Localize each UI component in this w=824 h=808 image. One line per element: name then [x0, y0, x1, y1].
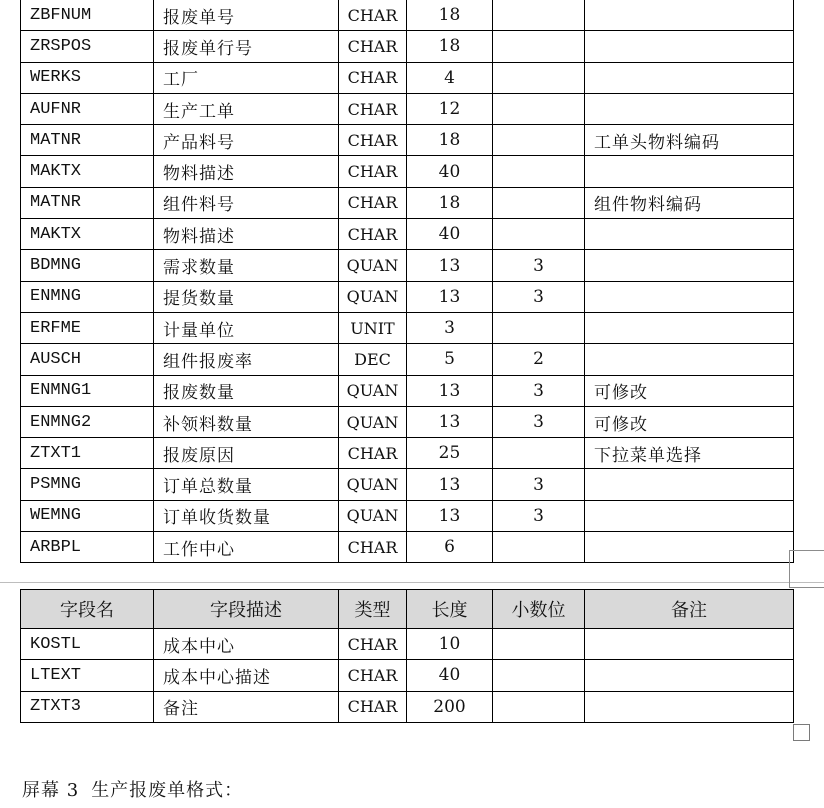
- cell-field-desc: 产品料号: [154, 125, 339, 156]
- cell-length: 12: [407, 93, 493, 124]
- cell-field-desc: 计量单位: [154, 312, 339, 343]
- cell-note: [585, 344, 794, 375]
- cell-length: 18: [407, 0, 493, 31]
- table-resize-handle[interactable]: [793, 724, 810, 741]
- cell-type: CHAR: [339, 125, 407, 156]
- header-type: 类型: [339, 590, 407, 629]
- cell-length: 25: [407, 438, 493, 469]
- caption-text: 生产报废单格式：: [91, 780, 244, 801]
- cell-type: QUAN: [339, 406, 407, 437]
- cell-length: 13: [407, 375, 493, 406]
- cell-type: UNIT: [339, 312, 407, 343]
- cell-decimals: 3: [493, 469, 585, 500]
- page-break-line: [0, 582, 824, 583]
- cell-type: CHAR: [339, 532, 407, 563]
- cell-length: 40: [407, 219, 493, 250]
- cell-field-desc: 物料描述: [154, 156, 339, 187]
- table-row: [21, 469, 794, 500]
- cell-note: [585, 62, 794, 93]
- cell-field-name: WERKS: [21, 62, 154, 93]
- cell-field-desc: 报废数量: [154, 375, 339, 406]
- cell-decimals: 3: [493, 406, 585, 437]
- cell-decimals: 3: [493, 500, 585, 531]
- table-row: [21, 250, 794, 281]
- cell-type: CHAR: [339, 62, 407, 93]
- cell-decimals: [493, 312, 585, 343]
- cell-type: DEC: [339, 344, 407, 375]
- cell-type: CHAR: [339, 93, 407, 124]
- cell-length: 40: [407, 156, 493, 187]
- cell-field-name: AUSCH: [21, 344, 154, 375]
- cell-length: 13: [407, 406, 493, 437]
- cell-length: 13: [407, 469, 493, 500]
- cell-decimals: [493, 93, 585, 124]
- cell-field-name: ERFME: [21, 312, 154, 343]
- cost-center-table-body: [21, 629, 794, 723]
- cell-field-desc: 物料描述: [154, 219, 339, 250]
- cell-length: 18: [407, 31, 493, 62]
- field-table-body: [21, 0, 794, 563]
- cell-field-name: ENMNG: [21, 281, 154, 312]
- cell-length: 10: [407, 629, 493, 660]
- cell-decimals: 3: [493, 281, 585, 312]
- cell-note: [585, 500, 794, 531]
- cell-length: 13: [407, 250, 493, 281]
- cell-type: CHAR: [339, 629, 407, 660]
- cell-type: QUAN: [339, 250, 407, 281]
- table-row: [21, 93, 794, 124]
- header-field-name: 字段名: [21, 590, 154, 629]
- cell-field-name: MAKTX: [21, 219, 154, 250]
- cell-decimals: [493, 31, 585, 62]
- cell-note: [585, 312, 794, 343]
- cell-type: QUAN: [339, 469, 407, 500]
- cell-field-name: ZTXT3: [21, 691, 154, 722]
- cell-field-desc: 工作中心: [154, 532, 339, 563]
- header-decimals: 小数位: [493, 590, 585, 629]
- cell-field-desc: 工厂: [154, 62, 339, 93]
- cell-field-desc: 报废单行号: [154, 31, 339, 62]
- cell-note: [585, 156, 794, 187]
- cell-type: CHAR: [339, 438, 407, 469]
- cell-decimals: [493, 691, 585, 722]
- cell-note: [585, 660, 794, 691]
- cell-note: [585, 629, 794, 660]
- cell-length: 18: [407, 125, 493, 156]
- cell-field-desc: 生产工单: [154, 93, 339, 124]
- cell-decimals: 3: [493, 375, 585, 406]
- table-row: [21, 629, 794, 660]
- cell-type: CHAR: [339, 187, 407, 218]
- cell-field-name: ENMNG1: [21, 375, 154, 406]
- page-corner-mark: [789, 550, 824, 588]
- cell-length: 40: [407, 660, 493, 691]
- cell-decimals: 3: [493, 250, 585, 281]
- cell-field-desc: 订单收货数量: [154, 500, 339, 531]
- caption-label: 屏幕 3: [22, 780, 80, 801]
- cell-type: CHAR: [339, 31, 407, 62]
- table-row: [21, 500, 794, 531]
- cell-decimals: [493, 156, 585, 187]
- cell-field-desc: 报废原因: [154, 438, 339, 469]
- cell-field-desc: 补领料数量: [154, 406, 339, 437]
- cell-decimals: [493, 62, 585, 93]
- cell-decimals: [493, 219, 585, 250]
- cell-note: [585, 469, 794, 500]
- table-row: [21, 532, 794, 563]
- cell-note: 工单头物料编码: [585, 125, 794, 156]
- cell-note: [585, 281, 794, 312]
- table-row: [21, 125, 794, 156]
- cell-decimals: [493, 532, 585, 563]
- cell-field-name: WEMNG: [21, 500, 154, 531]
- cell-field-desc: 成本中心: [154, 629, 339, 660]
- header-note: 备注: [585, 590, 794, 629]
- cell-field-desc: 组件报废率: [154, 344, 339, 375]
- cell-field-desc: 订单总数量: [154, 469, 339, 500]
- cell-field-desc: 报废单号: [154, 0, 339, 31]
- cell-note: [585, 219, 794, 250]
- cell-decimals: 2: [493, 344, 585, 375]
- table-row: [21, 660, 794, 691]
- cell-type: CHAR: [339, 691, 407, 722]
- header-length: 长度: [407, 590, 493, 629]
- table-row: [21, 62, 794, 93]
- cell-length: 13: [407, 500, 493, 531]
- cell-decimals: [493, 438, 585, 469]
- cell-field-desc: 组件料号: [154, 187, 339, 218]
- cell-field-name: ZBFNUM: [21, 0, 154, 31]
- cell-length: 3: [407, 312, 493, 343]
- cell-type: CHAR: [339, 156, 407, 187]
- cell-field-name: PSMNG: [21, 469, 154, 500]
- cell-field-name: ARBPL: [21, 532, 154, 563]
- cell-type: QUAN: [339, 375, 407, 406]
- cell-length: 18: [407, 187, 493, 218]
- cell-note: 下拉菜单选择: [585, 438, 794, 469]
- table-row: [21, 344, 794, 375]
- table-row: [21, 156, 794, 187]
- table-row: [21, 281, 794, 312]
- cell-field-name: ZRSPOS: [21, 31, 154, 62]
- table-row: [21, 219, 794, 250]
- field-table-continued: [20, 0, 794, 563]
- cell-length: 6: [407, 532, 493, 563]
- cell-field-name: MATNR: [21, 187, 154, 218]
- table-row: [21, 375, 794, 406]
- cell-type: CHAR: [339, 219, 407, 250]
- table-header-row: [21, 590, 794, 629]
- cell-decimals: [493, 629, 585, 660]
- cell-field-desc: 成本中心描述: [154, 660, 339, 691]
- cell-field-name: KOSTL: [21, 629, 154, 660]
- cell-note: 可修改: [585, 375, 794, 406]
- table-row: [21, 406, 794, 437]
- screen-caption: [22, 776, 243, 802]
- cell-note: 可修改: [585, 406, 794, 437]
- cell-field-name: MAKTX: [21, 156, 154, 187]
- cell-note: [585, 0, 794, 31]
- cell-field-name: LTEXT: [21, 660, 154, 691]
- table-row: [21, 312, 794, 343]
- cell-length: 5: [407, 344, 493, 375]
- table-row: [21, 0, 794, 31]
- cell-field-name: MATNR: [21, 125, 154, 156]
- table-row: [21, 438, 794, 469]
- cell-field-desc: 提货数量: [154, 281, 339, 312]
- cell-field-name: AUFNR: [21, 93, 154, 124]
- table-row: [21, 31, 794, 62]
- cell-note: [585, 31, 794, 62]
- cell-type: CHAR: [339, 0, 407, 31]
- cell-note: [585, 691, 794, 722]
- cell-field-desc: 需求数量: [154, 250, 339, 281]
- header-field-desc: 字段描述: [154, 590, 339, 629]
- cell-length: 200: [407, 691, 493, 722]
- cell-length: 4: [407, 62, 493, 93]
- cell-type: CHAR: [339, 660, 407, 691]
- cell-type: QUAN: [339, 500, 407, 531]
- cell-note: [585, 93, 794, 124]
- cell-type: QUAN: [339, 281, 407, 312]
- field-table-cost-center: [20, 589, 794, 723]
- cell-note: [585, 250, 794, 281]
- cell-decimals: [493, 0, 585, 31]
- cell-note: 组件物料编码: [585, 187, 794, 218]
- table-row: [21, 187, 794, 218]
- cell-decimals: [493, 660, 585, 691]
- cell-field-name: ZTXT1: [21, 438, 154, 469]
- cell-field-name: BDMNG: [21, 250, 154, 281]
- cell-field-name: ENMNG2: [21, 406, 154, 437]
- table-row: [21, 691, 794, 722]
- cell-field-desc: 备注: [154, 691, 339, 722]
- cell-decimals: [493, 187, 585, 218]
- cell-note: [585, 532, 794, 563]
- cell-decimals: [493, 125, 585, 156]
- cell-length: 13: [407, 281, 493, 312]
